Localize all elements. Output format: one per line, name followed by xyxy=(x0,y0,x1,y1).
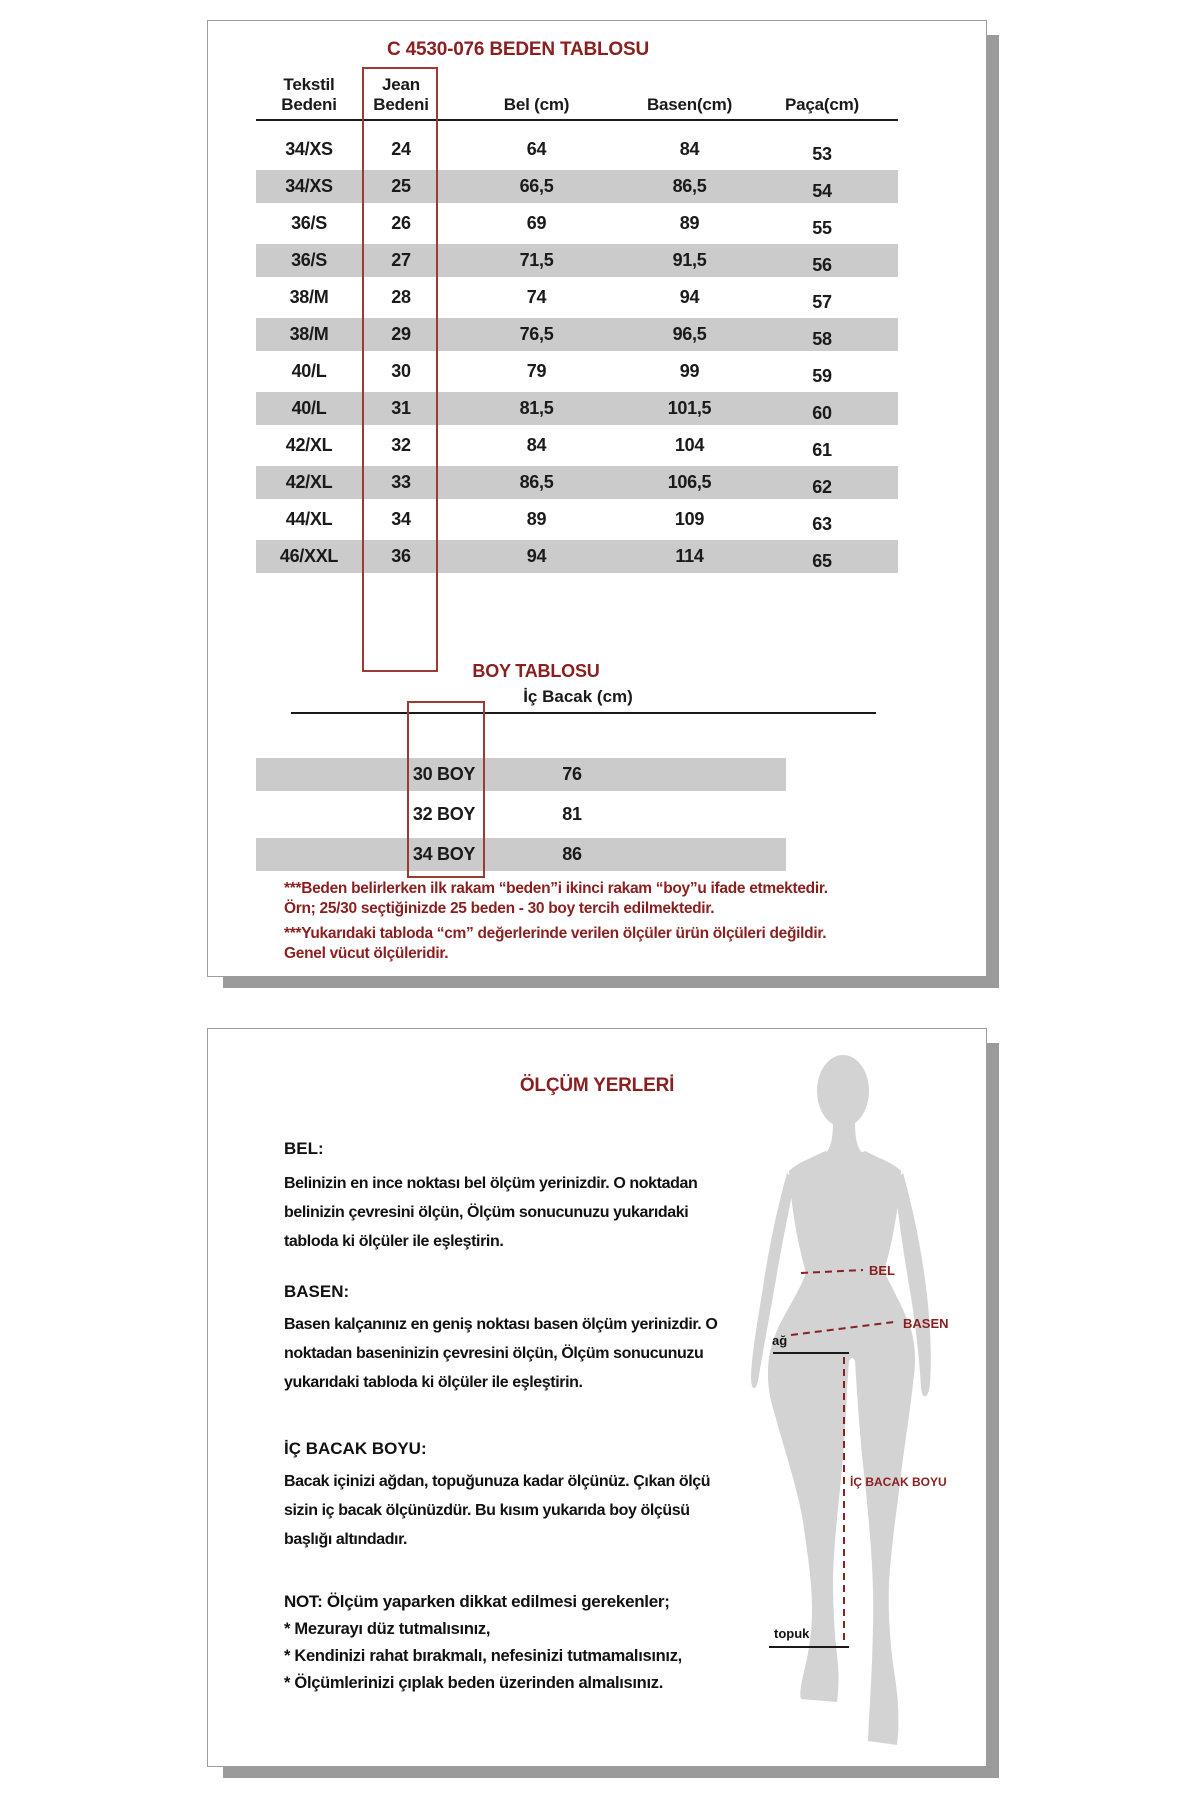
cell-basen: 106,5 xyxy=(667,472,712,492)
cell-label: 34 BOY xyxy=(412,844,476,864)
size-row xyxy=(256,390,898,427)
cell-paca: 55 xyxy=(812,218,832,238)
note-item: * Mezurayı düz tutmalısınız, xyxy=(284,1620,491,1638)
cell-jean: 26 xyxy=(391,213,411,233)
cell-paca: 60 xyxy=(812,403,832,423)
cell-basen: 96,5 xyxy=(672,324,707,344)
cell-tekstil: 38/M xyxy=(289,324,329,344)
figure-label-bel: BEL xyxy=(869,1263,895,1278)
column-header-jean: Jean Bedeni xyxy=(373,75,429,114)
cell-tekstil: 38/M xyxy=(289,287,329,307)
figure-label-ag: ağ xyxy=(772,1333,788,1348)
cell-tekstil: 42/XL xyxy=(285,435,333,455)
jean-size-highlight-box xyxy=(362,67,438,672)
cell-bel: 76,5 xyxy=(519,324,554,344)
cell-value: 81 xyxy=(562,804,582,824)
cell-tekstil: 40/L xyxy=(291,361,327,381)
section-body-ic-bacak: Bacak içinizi ağdan, topuğunuza kadar ölçünüz. Çıkan ölçü sizin iç bacak ölçünüzdür. Bu kısım yukarıda boy ölçüsü başlığı altındadır. xyxy=(284,1473,711,1548)
cell-paca: 61 xyxy=(812,440,832,460)
cell-bel: 81,5 xyxy=(519,398,554,418)
column-header-paca: Paça(cm) xyxy=(785,95,859,114)
cell-bel: 66,5 xyxy=(519,176,554,196)
cell-basen: 114 xyxy=(675,546,704,566)
cell-paca: 56 xyxy=(812,255,832,275)
length-row xyxy=(256,756,786,793)
note-intro: NOT: Ölçüm yaparken dikkat edilmesi gerekenler; xyxy=(284,1592,670,1611)
cell-tekstil: 46/XXL xyxy=(279,546,339,566)
measurement-guide-panel xyxy=(207,1028,987,1767)
figure-label-topuk: topuk xyxy=(774,1626,810,1641)
note-item: * Ölçümlerinizi çıplak beden üzerinden almalısınız. xyxy=(284,1674,663,1692)
body-silhouette-figure xyxy=(641,1051,941,1766)
cell-basen: 89 xyxy=(679,213,700,233)
cell-bel: 94 xyxy=(526,546,547,566)
size-chart-panel xyxy=(207,20,987,977)
cell-jean: 33 xyxy=(391,472,411,492)
inner-leg-column-header: İç Bacak (cm) xyxy=(523,687,633,706)
cell-basen: 101,5 xyxy=(667,398,712,418)
cell-jean: 25 xyxy=(391,176,411,196)
cell-paca: 54 xyxy=(812,181,832,201)
cell-paca: 59 xyxy=(812,366,832,386)
size-row xyxy=(256,427,898,464)
silhouette-shape xyxy=(751,1055,931,1745)
size-table xyxy=(256,71,898,575)
cell-basen: 94 xyxy=(679,287,700,307)
cell-tekstil: 36/S xyxy=(291,213,327,233)
cell-tekstil: 42/XL xyxy=(285,472,333,492)
section-heading-bel: BEL: xyxy=(284,1139,324,1158)
cell-paca: 65 xyxy=(812,551,832,571)
cell-paca: 57 xyxy=(812,292,832,312)
cell-basen: 99 xyxy=(679,361,700,381)
section-body-basen: Basen kalçanınız en geniş noktası basen ölçüm yerinizdir. O noktadan baseninizin çevresini ölçün, Ölçüm sonucunuzu yukarıdaki tabloda ki ölçüler ile eşleştirin. xyxy=(284,1316,718,1391)
cell-jean: 27 xyxy=(391,250,411,270)
cell-tekstil: 44/XL xyxy=(285,509,333,529)
size-row xyxy=(256,316,898,353)
note-item: * Kendinizi rahat bırakmalı, nefesinizi tutmamalısınız, xyxy=(284,1647,682,1665)
cell-bel: 74 xyxy=(526,287,547,307)
cell-paca: 62 xyxy=(812,477,832,497)
cell-paca: 53 xyxy=(812,144,832,164)
cell-value: 76 xyxy=(562,764,582,784)
cell-basen: 104 xyxy=(674,435,705,455)
size-table-rows xyxy=(256,131,898,575)
size-row xyxy=(256,538,898,575)
size-row xyxy=(256,168,898,205)
cell-bel: 64 xyxy=(526,139,547,159)
measurement-guide-title: ÖLÇÜM YERLERİ xyxy=(519,1075,675,1096)
cell-bel: 86,5 xyxy=(519,472,554,492)
cell-bel: 84 xyxy=(526,435,547,455)
size-row xyxy=(256,353,898,390)
cell-bel: 71,5 xyxy=(519,250,554,270)
cell-bel: 69 xyxy=(526,213,547,233)
cell-label: 32 BOY xyxy=(412,804,476,824)
length-row xyxy=(256,796,786,833)
cell-label: 30 BOY xyxy=(412,764,476,784)
column-header-basen: Basen(cm) xyxy=(646,95,733,114)
column-header-tekstil: Tekstil Bedeni xyxy=(281,75,337,114)
cell-paca: 63 xyxy=(812,514,832,534)
cell-jean: 24 xyxy=(391,139,411,159)
cell-tekstil: 36/S xyxy=(291,250,327,270)
size-chart-title: C 4530-076 BEDEN TABLOSU xyxy=(387,39,649,60)
footnote-size-explanation: ***Beden belirlerken ilk rakam “beden”i ikinci rakam “boy”u ifade etmektedir. Örn; 25/30 seçtiğinizde 25 beden - 30 boy tercih edilmektedir. xyxy=(284,880,828,917)
cell-bel: 89 xyxy=(526,509,547,529)
cell-jean: 34 xyxy=(391,509,411,529)
column-header-bel: Bel (cm) xyxy=(503,95,570,114)
figure-label-ic-bacak-boyu: İÇ BACAK BOYU xyxy=(850,1475,947,1489)
cell-tekstil: 34/XS xyxy=(285,176,333,196)
cell-jean: 32 xyxy=(391,435,411,455)
length-table-divider xyxy=(291,712,876,714)
cell-jean: 31 xyxy=(391,398,411,418)
size-row xyxy=(256,279,898,316)
length-row xyxy=(256,836,786,873)
size-row xyxy=(256,464,898,501)
figure-label-basen: BASEN xyxy=(903,1316,949,1331)
cell-bel: 79 xyxy=(526,361,547,381)
section-heading-ic-bacak: İÇ BACAK BOYU: xyxy=(284,1439,427,1458)
size-row xyxy=(256,242,898,279)
cell-jean: 28 xyxy=(391,287,411,307)
cell-paca: 58 xyxy=(812,329,832,349)
cell-basen: 84 xyxy=(679,139,700,159)
footnote-cm-explanation: ***Yukarıdaki tabloda “cm” değerlerinde verilen ölçüler ürün ölçüleri değildir. Genel vücut ölçüleridir. xyxy=(284,925,827,962)
section-heading-basen: BASEN: xyxy=(284,1282,350,1301)
size-row xyxy=(256,205,898,242)
size-row xyxy=(256,131,898,168)
cell-jean: 29 xyxy=(391,324,411,344)
length-highlight-box xyxy=(407,701,485,878)
cell-basen: 86,5 xyxy=(672,176,707,196)
cell-jean: 36 xyxy=(391,546,411,566)
size-row xyxy=(256,501,898,538)
cell-tekstil: 34/XS xyxy=(285,139,333,159)
cell-basen: 109 xyxy=(674,509,705,529)
cell-value: 86 xyxy=(562,844,582,864)
length-table-title: BOY TABLOSU xyxy=(472,661,600,681)
cell-basen: 91,5 xyxy=(672,250,707,270)
length-table-rows xyxy=(256,756,786,876)
size-table-header xyxy=(256,71,898,121)
section-body-bel: Belinizin en ince noktası bel ölçüm yerinizdir. O noktadan belinizin çevresini ölçün, Ölçüm sonucunuzu yukarıdaki tabloda ki ölçüler ile eşleştirin. xyxy=(284,1175,698,1250)
cell-jean: 30 xyxy=(391,361,411,381)
cell-tekstil: 40/L xyxy=(291,398,327,418)
